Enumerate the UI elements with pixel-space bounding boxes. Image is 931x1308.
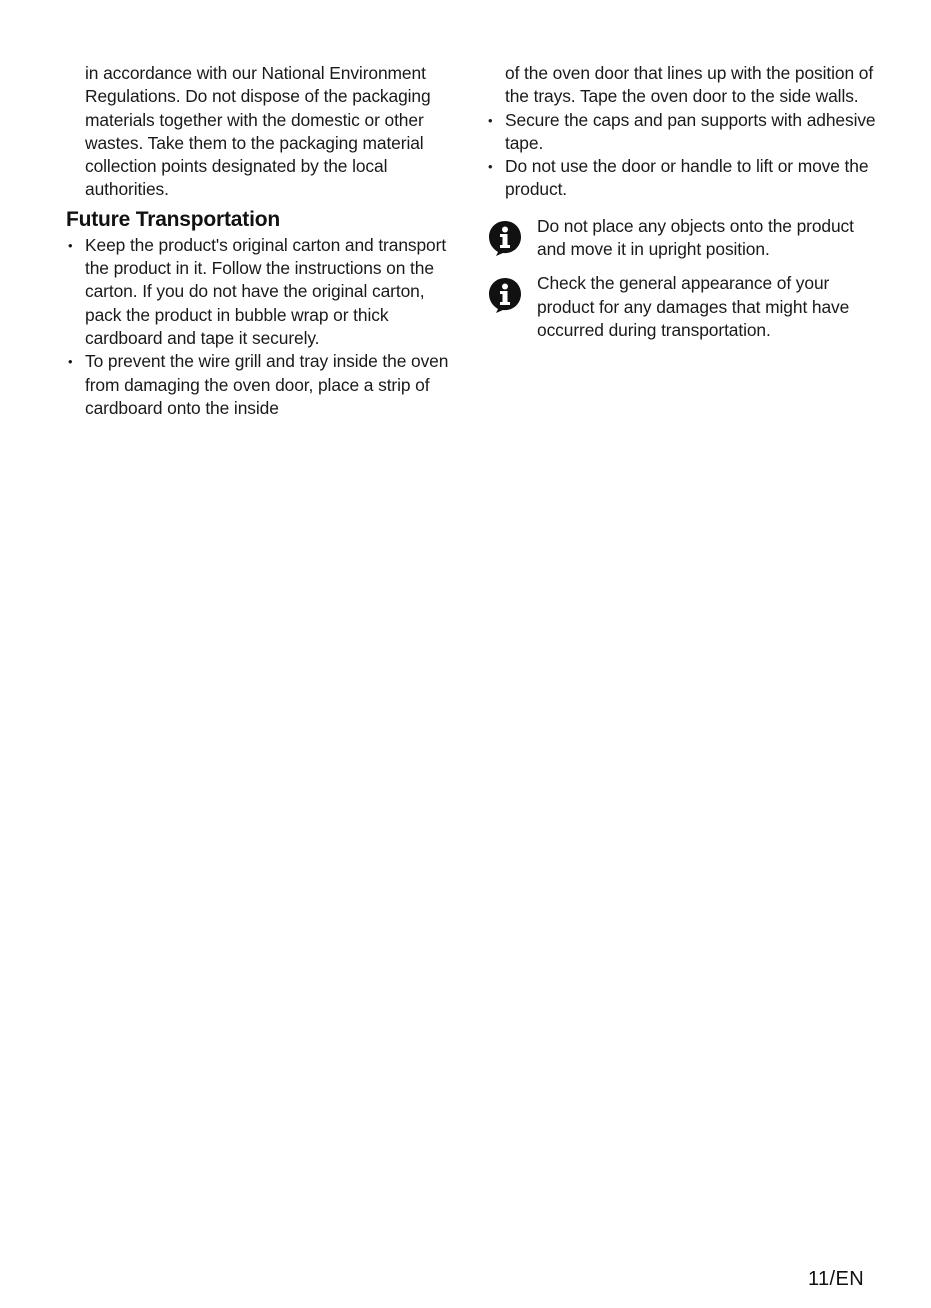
right-column [486,62,881,342]
note-text: Do not place any objects onto the product and move it in upright position. [537,215,854,260]
note-text: Check the general appearance of your product for any damages that might have occurred during transportation. [537,273,850,340]
info-icon [487,276,523,314]
secure-bullet-list [486,109,881,202]
transport-bullet-list [66,234,456,420]
bullet-item: • Do not use the door or handle to lift or move the product. [486,155,881,202]
continuation-paragraph: of the oven door that lines up with the position of the trays. Tape the oven door to the side walls. [505,63,874,107]
section-heading: Future Transportation [66,207,280,231]
intro-paragraph: in accordance with our National Environment Regulations. Do not dispose of the packaging materials together with the domestic or other wastes. Take them to the packaging material collection points designated by the local authorities. [85,63,431,200]
left-column [66,62,456,420]
bullet-item: • Secure the caps and pan supports with adhesive tape. [486,109,881,156]
info-icon [487,219,523,257]
bullet-item: • To prevent the wire grill and tray inside the oven from damaging the oven door, place a strip of cardboard onto the inside [66,350,456,420]
bullet-item: • Keep the product's original carton and transport the product in it. Follow the instructions on the carton. If you do not have the original carton, pack the product in bubble wrap or thick cardboard and tape it securely. [66,234,456,350]
page-number: 11/EN [808,1268,865,1290]
info-note [486,272,881,342]
info-note [486,215,881,262]
